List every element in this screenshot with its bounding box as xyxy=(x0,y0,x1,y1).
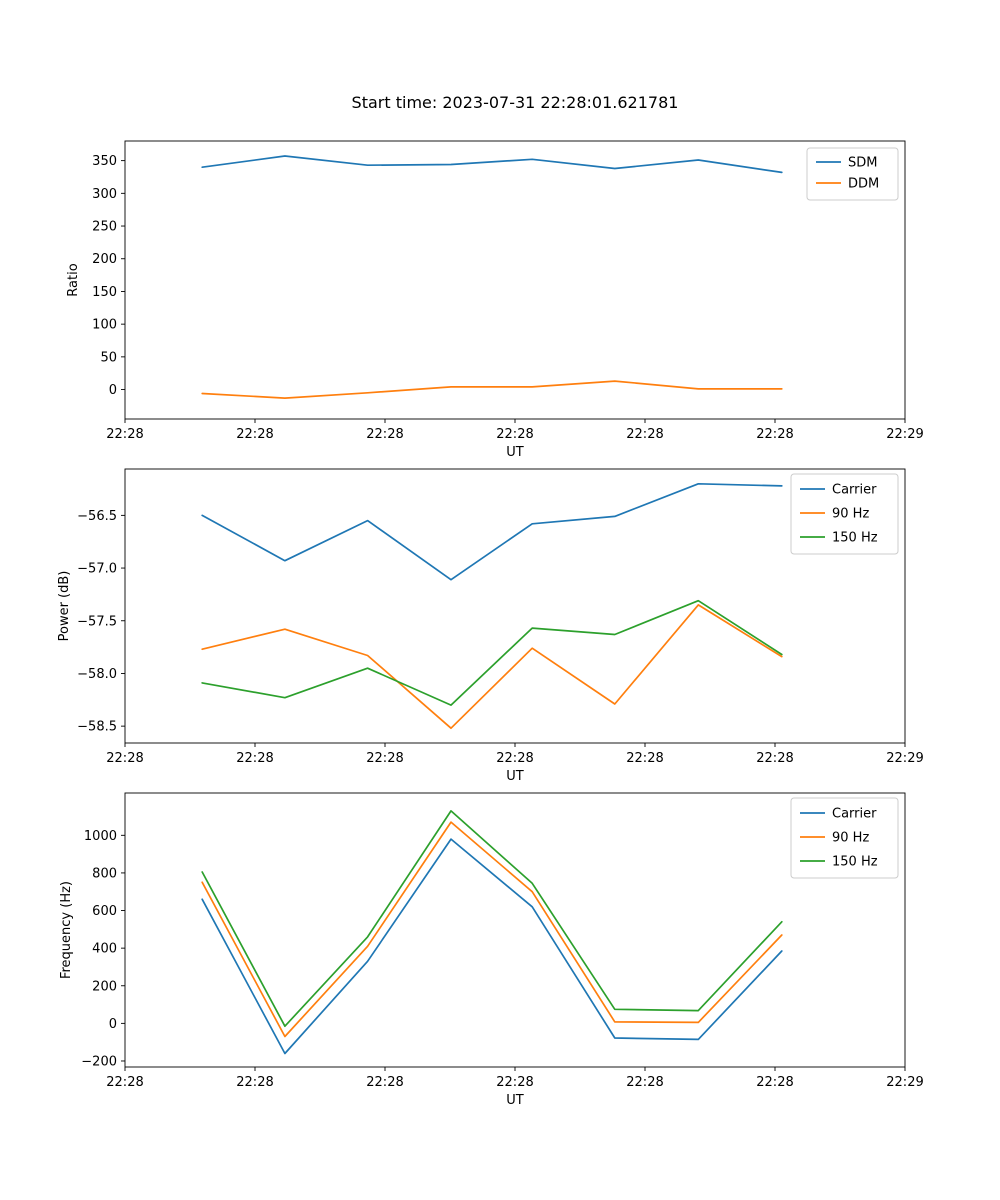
series-line-90-hz xyxy=(202,822,782,1036)
x-tick-label: 22:28 xyxy=(626,751,664,766)
x-tick-label: 22:28 xyxy=(106,751,144,766)
x-tick-label: 22:28 xyxy=(106,1075,144,1090)
x-tick-label: 22:28 xyxy=(626,427,664,442)
series-line-carrier xyxy=(202,484,782,580)
x-axis-label: UT xyxy=(506,445,524,460)
series-line-sdm xyxy=(202,156,782,172)
x-tick-label: 22:29 xyxy=(886,1075,924,1090)
y-tick-label: 300 xyxy=(92,186,117,202)
legend-label: 90 Hz xyxy=(832,830,870,846)
x-tick-label: 22:28 xyxy=(756,751,794,766)
y-tick-label: 1000 xyxy=(83,828,117,844)
x-tick-label: 22:29 xyxy=(886,427,924,442)
chart-3 xyxy=(59,793,924,1108)
x-axis-label: UT xyxy=(506,1093,524,1108)
x-tick-label: 22:28 xyxy=(236,751,274,766)
legend-label: Carrier xyxy=(832,482,877,498)
y-axis-label: Frequency (Hz) xyxy=(59,880,74,980)
legend-label: 90 Hz xyxy=(832,506,870,522)
y-tick-label: 100 xyxy=(92,317,117,333)
y-tick-label: 200 xyxy=(92,252,117,268)
y-tick-label: −58.5 xyxy=(77,719,117,735)
series-line-150-hz xyxy=(202,811,782,1026)
y-tick-label: 150 xyxy=(92,284,117,300)
x-tick-label: 22:28 xyxy=(236,427,274,442)
y-tick-label: 600 xyxy=(92,904,117,920)
legend-label: SDM xyxy=(848,155,878,171)
x-axis-label: UT xyxy=(506,769,524,784)
series-line-ddm xyxy=(202,381,782,398)
x-tick-label: 22:28 xyxy=(756,1075,794,1090)
x-tick-label: 22:28 xyxy=(496,1075,534,1090)
y-tick-label: 0 xyxy=(108,383,117,399)
series-line-150-hz xyxy=(202,601,782,705)
y-tick-label: 400 xyxy=(92,941,117,957)
y-tick-label: 200 xyxy=(92,979,117,995)
y-axis-label: Power (dB) xyxy=(57,570,72,642)
y-tick-label: 50 xyxy=(100,350,117,366)
y-tick-label: 800 xyxy=(92,866,117,882)
y-tick-label: −58.0 xyxy=(77,666,117,682)
x-tick-label: 22:28 xyxy=(236,1075,274,1090)
x-tick-label: 22:29 xyxy=(886,751,924,766)
y-tick-label: 250 xyxy=(92,219,117,235)
x-tick-label: 22:28 xyxy=(756,427,794,442)
x-tick-label: 22:28 xyxy=(626,1075,664,1090)
y-tick-label: −56.5 xyxy=(77,508,117,524)
x-tick-label: 22:28 xyxy=(366,1075,404,1090)
y-tick-label: −57.0 xyxy=(77,561,117,577)
chart-1 xyxy=(66,141,924,460)
y-tick-label: 350 xyxy=(92,154,117,170)
x-tick-label: 22:28 xyxy=(366,427,404,442)
legend-label: 150 Hz xyxy=(832,530,878,546)
legend-label: Carrier xyxy=(832,806,877,822)
axes-frame xyxy=(125,793,905,1067)
x-tick-label: 22:28 xyxy=(366,751,404,766)
x-tick-label: 22:28 xyxy=(106,427,144,442)
y-tick-label: −57.5 xyxy=(77,614,117,630)
x-tick-label: 22:28 xyxy=(496,751,534,766)
y-tick-label: 0 xyxy=(108,1016,117,1032)
axes-frame xyxy=(125,141,905,419)
figure-title: Start time: 2023-07-31 22:28:01.621781 xyxy=(351,93,679,112)
y-tick-label: −200 xyxy=(81,1054,117,1070)
y-axis-label: Ratio xyxy=(66,263,81,297)
axes-frame xyxy=(125,469,905,743)
x-tick-label: 22:28 xyxy=(496,427,534,442)
chart-2 xyxy=(57,469,924,784)
legend-label: 150 Hz xyxy=(832,854,878,870)
legend-label: DDM xyxy=(848,176,880,192)
